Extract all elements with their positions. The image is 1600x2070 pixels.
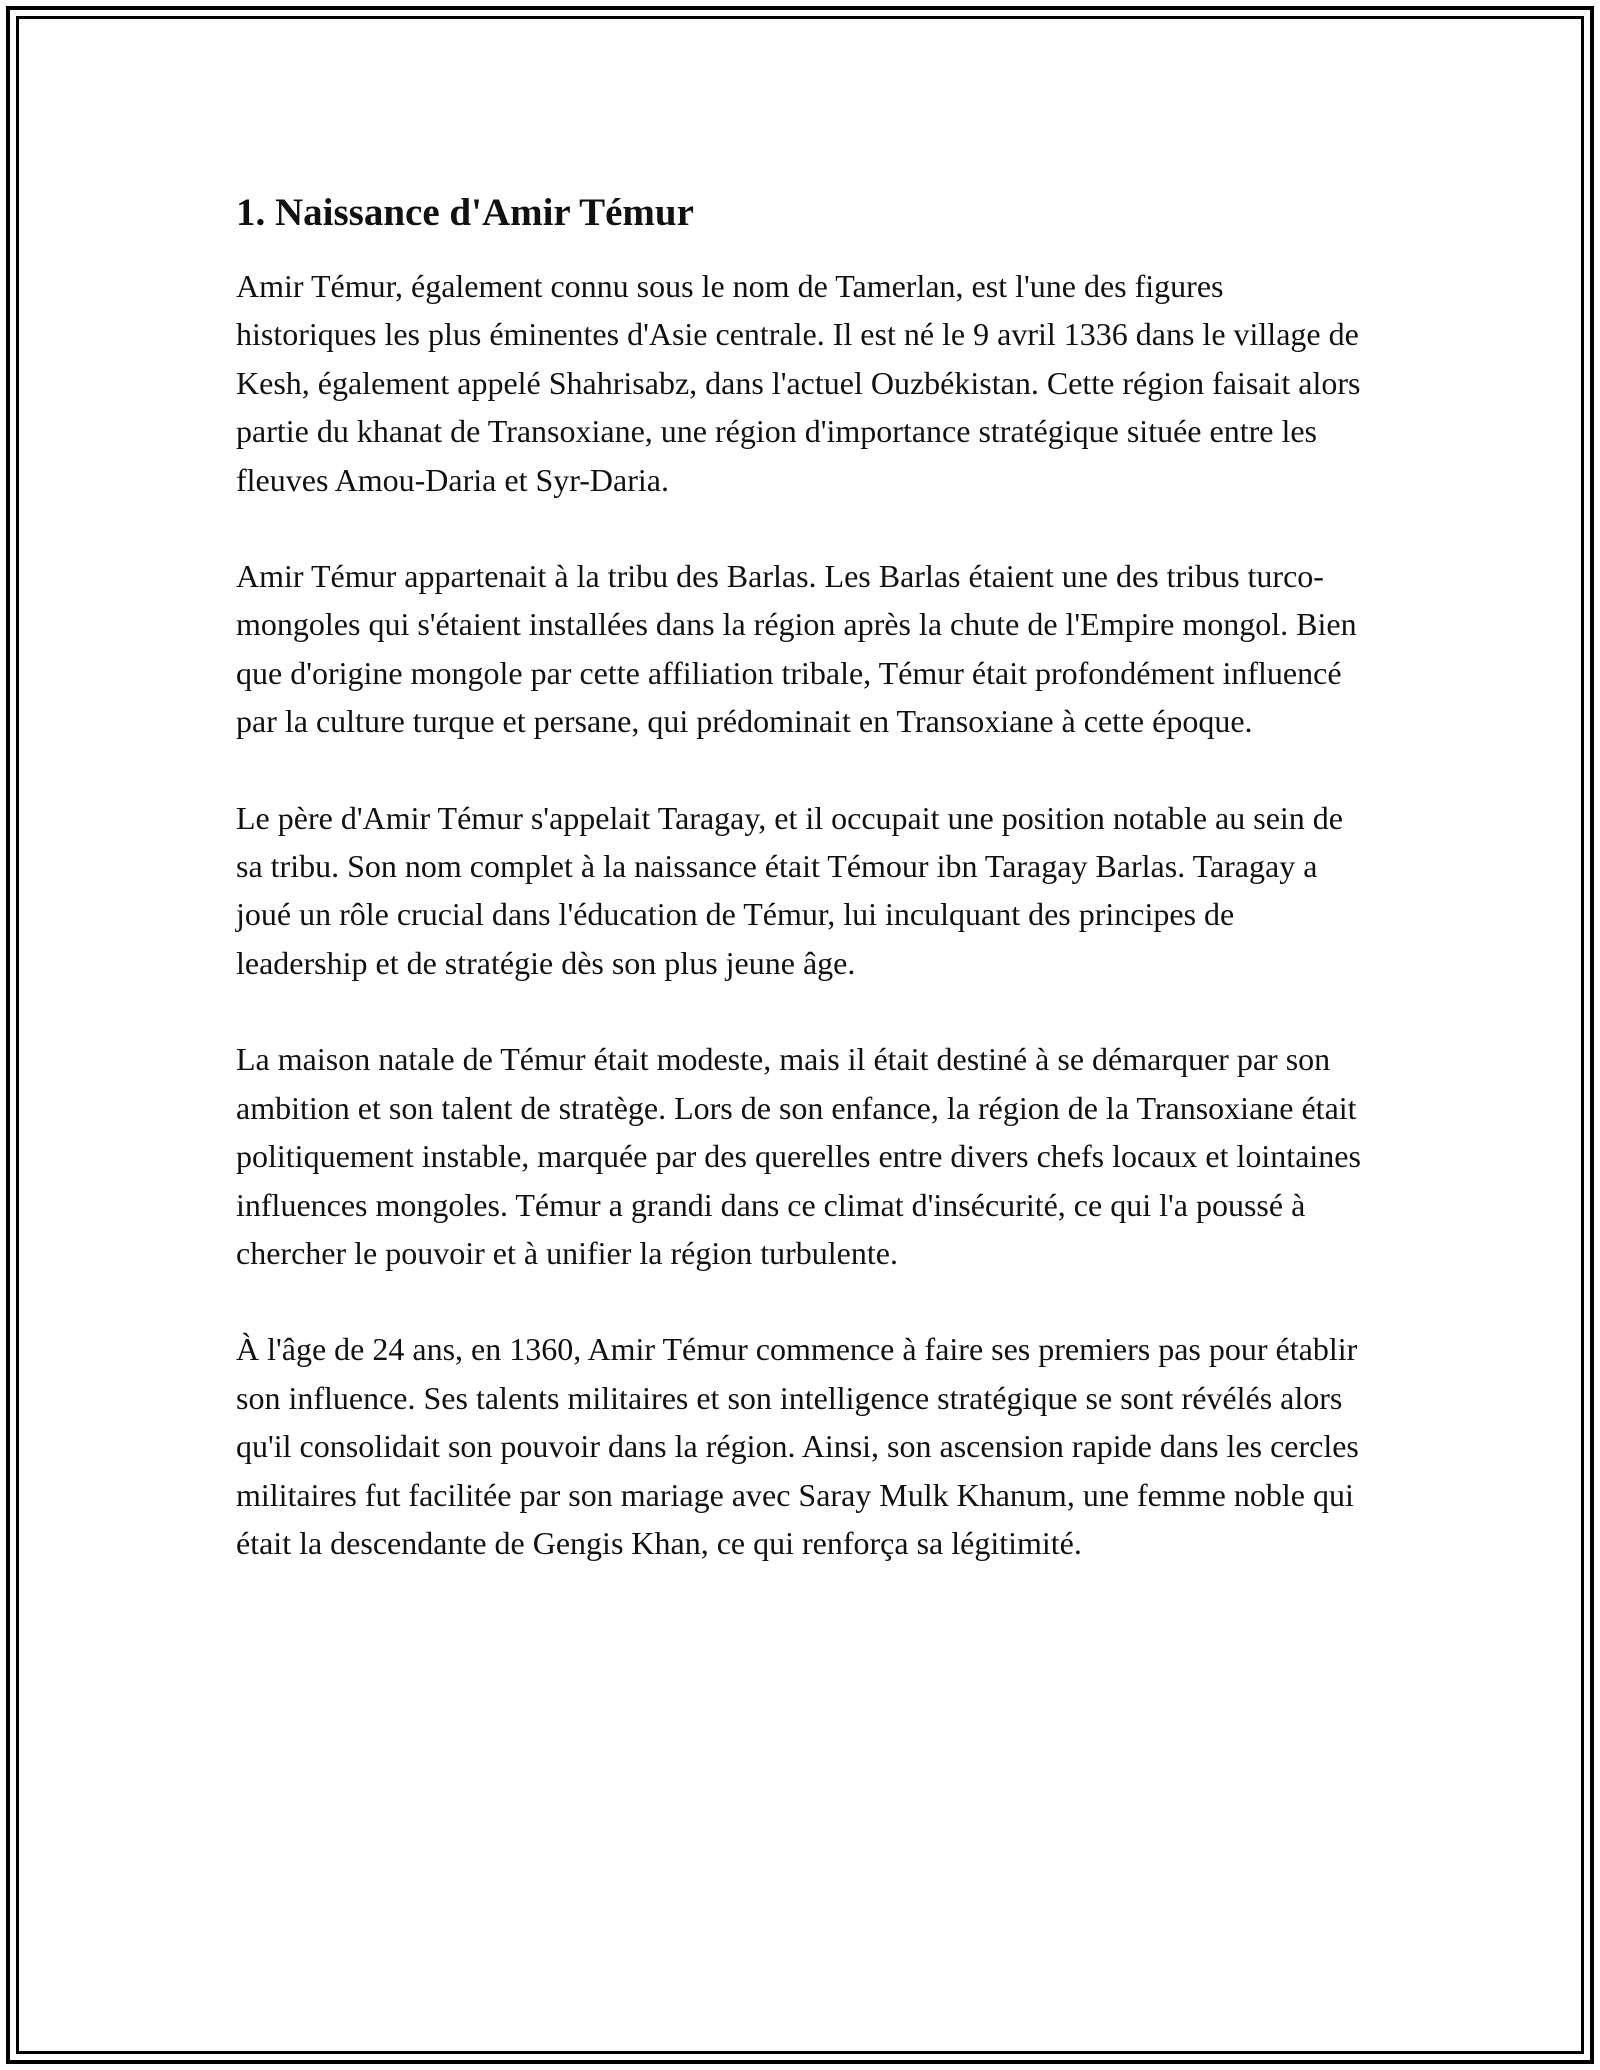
document-body	[236, 186, 1366, 1615]
paragraph-childhood: La maison natale de Témur était modeste, mais il était destiné à se démarquer par son ambition et son talent de stratège. Lors de son enfance, la région de la Transoxiane était politiquement instable, marquée par des querelles entre divers chefs locaux et lointaines influences mongoles. Témur a grandi dans ce climat d'insécurité, ce qui l'a poussé à chercher le pouvoir et à unifier la région turbulente.	[236, 1041, 1361, 1271]
paragraph-birth: Amir Témur, également connu sous le nom de Tamerlan, est l'une des figures historiques les plus éminentes d'Asie centrale. Il est né le 9 avril 1336 dans le village de Kesh, également appelé Shahrisabz, dans l'actuel Ouzbékistan. Cette région faisait alors partie du khanat de Transoxiane, une région d'importance stratégique située entre les fleuves Amou-Daria et Syr-Daria.	[236, 268, 1361, 498]
paragraph-tribe: Amir Témur appartenait à la tribu des Barlas. Les Barlas étaient une des tribus turco-mongoles qui s'étaient installées dans la région après la chute de l'Empire mongol. Bien que d'origine mongole par cette affiliation tribale, Témur était profondément influencé par la culture turque et persane, qui prédominait en Transoxiane à cette époque.	[236, 558, 1357, 740]
paragraph-rise: À l'âge de 24 ans, en 1360, Amir Témur commence à faire ses premiers pas pour établir son influence. Ses talents militaires et son intelligence stratégique se sont révélés alors qu'il consolidait son pouvoir dans la région. Ainsi, son ascension rapide dans les cercles militaires fut facilitée par son mariage avec Saray Mulk Khanum, une femme noble qui était la descendante de Gengis Khan, ce qui renforça sa légitimité.	[236, 1331, 1359, 1561]
section-heading: 1. Naissance d'Amir Témur	[236, 191, 694, 234]
paragraph-father: Le père d'Amir Témur s'appelait Taragay, et il occupait une position notable au sein de sa tribu. Son nom complet à la naissance était Témour ibn Taragay Barlas. Taragay a joué un rôle crucial dans l'éducation de Témur, lui inculquant des principes de leadership et de stratégie dès son plus jeune âge.	[236, 799, 1343, 981]
